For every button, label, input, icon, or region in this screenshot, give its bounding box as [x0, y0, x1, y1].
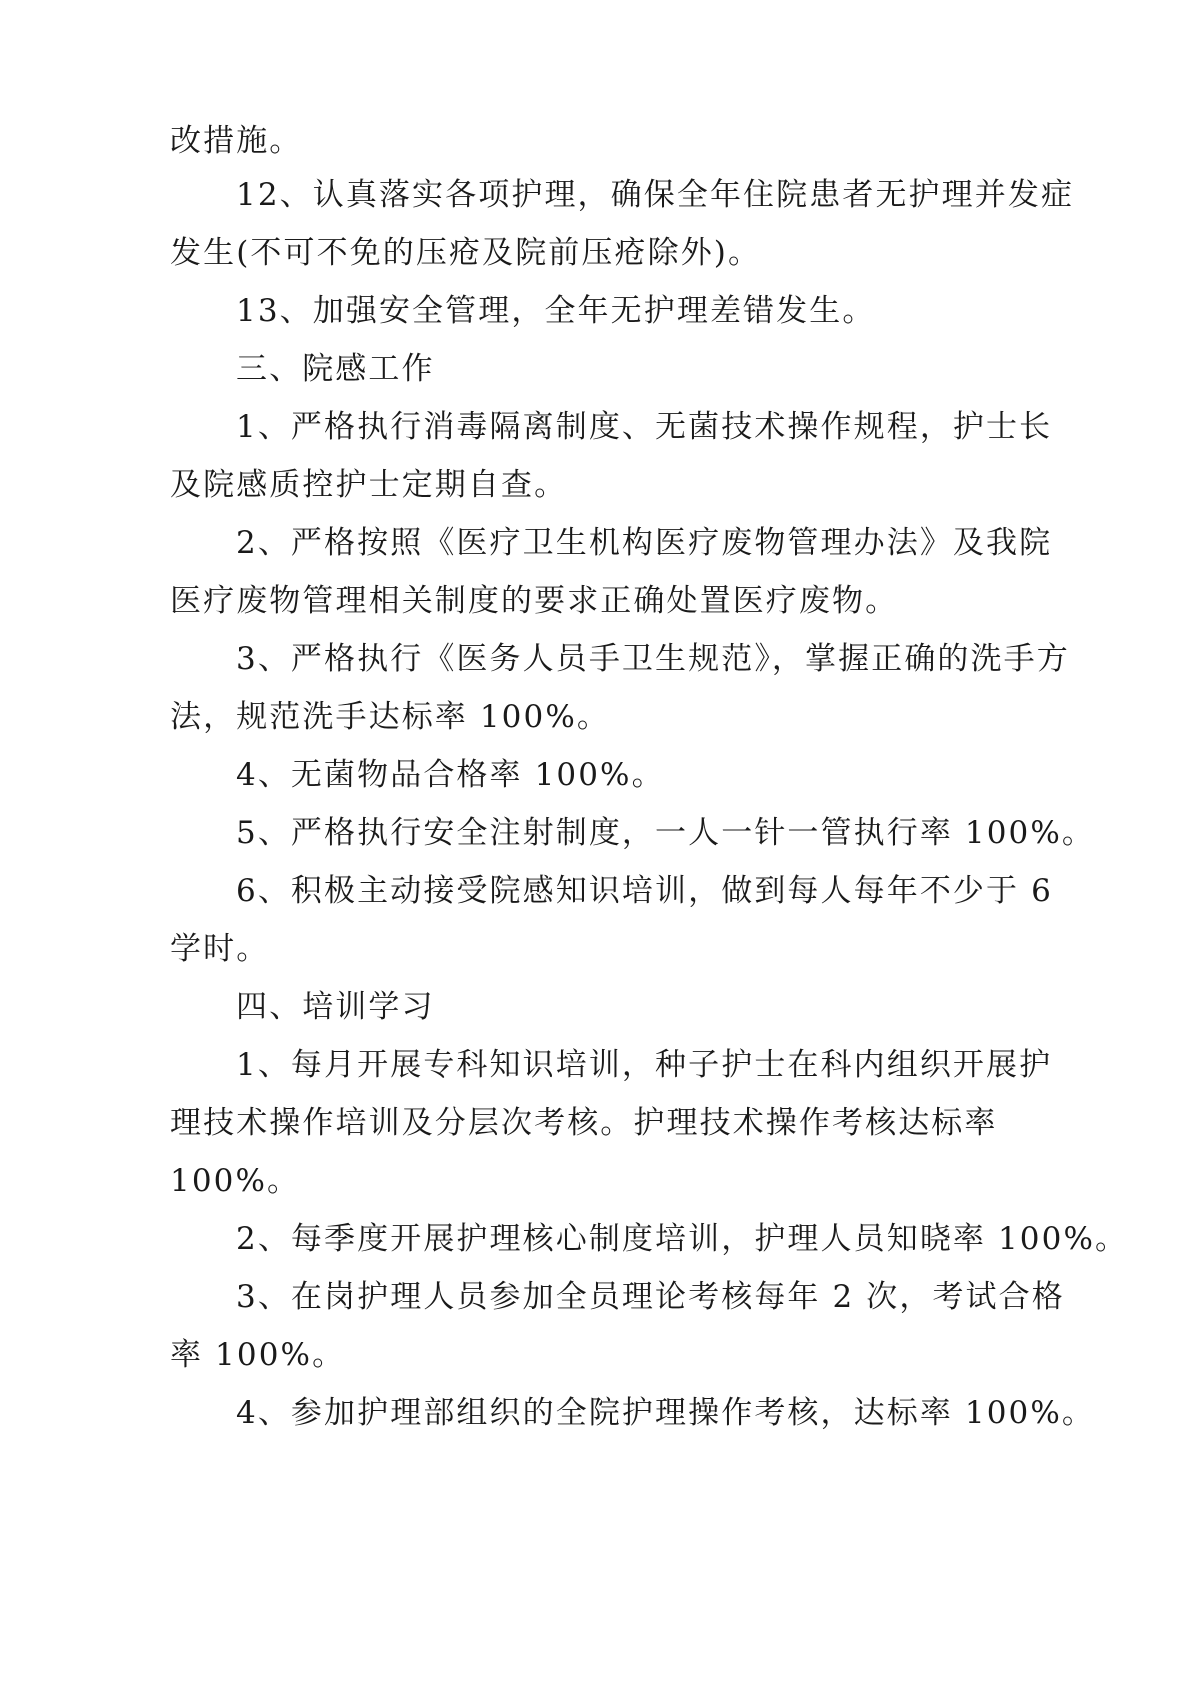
text-line: 2、严格按照《医疗卫生机构医疗废物管理办法》及我院: [236, 525, 1053, 561]
section-heading: 三、院感工作: [236, 351, 435, 387]
text-line: 发生(不可不免的压疮及院前压疮除外)。: [170, 235, 762, 271]
text-line: 3、在岗护理人员参加全员理论考核每年 2 次，考试合格: [236, 1279, 1065, 1315]
text-line: 法，规范洗手达标率 100%。: [170, 699, 610, 735]
section-heading: 四、培训学习: [236, 989, 435, 1025]
text-line: 医疗废物管理相关制度的要求正确处置医疗废物。: [170, 583, 899, 619]
text-line: 改措施。: [170, 123, 303, 159]
text-line: 5、严格执行安全注射制度，一人一针一管执行率 100%。: [236, 815, 1095, 851]
text-line: 3、严格执行《医务人员手卫生规范》，掌握正确的洗手方: [236, 641, 1070, 677]
text-line: 4、无菌物品合格率 100%。: [236, 757, 665, 793]
text-line: 学时。: [170, 931, 270, 967]
text-line: 100%。: [170, 1163, 301, 1199]
text-line: 13、加强安全管理，全年无护理差错发生。: [236, 293, 876, 329]
text-line: 2、每季度开展护理核心制度培训，护理人员知晓率 100%。: [236, 1221, 1129, 1257]
text-line: 1、严格执行消毒隔离制度、无菌技术操作规程，护士长: [236, 409, 1053, 445]
text-line: 1、每月开展专科知识培训，种子护士在科内组织开展护: [236, 1047, 1053, 1083]
text-line: 6、积极主动接受院感知识培训，做到每人每年不少于 6: [236, 873, 1053, 909]
text-line: 理技术操作培训及分层次考核。护理技术操作考核达标率: [170, 1105, 998, 1141]
text-line: 率 100%。: [170, 1337, 346, 1373]
text-line: 4、参加护理部组织的全院护理操作考核，达标率 100%。: [236, 1395, 1095, 1431]
text-line: 12、认真落实各项护理，确保全年住院患者无护理并发症: [236, 177, 1075, 213]
text-line: 及院感质控护士定期自查。: [170, 467, 568, 503]
